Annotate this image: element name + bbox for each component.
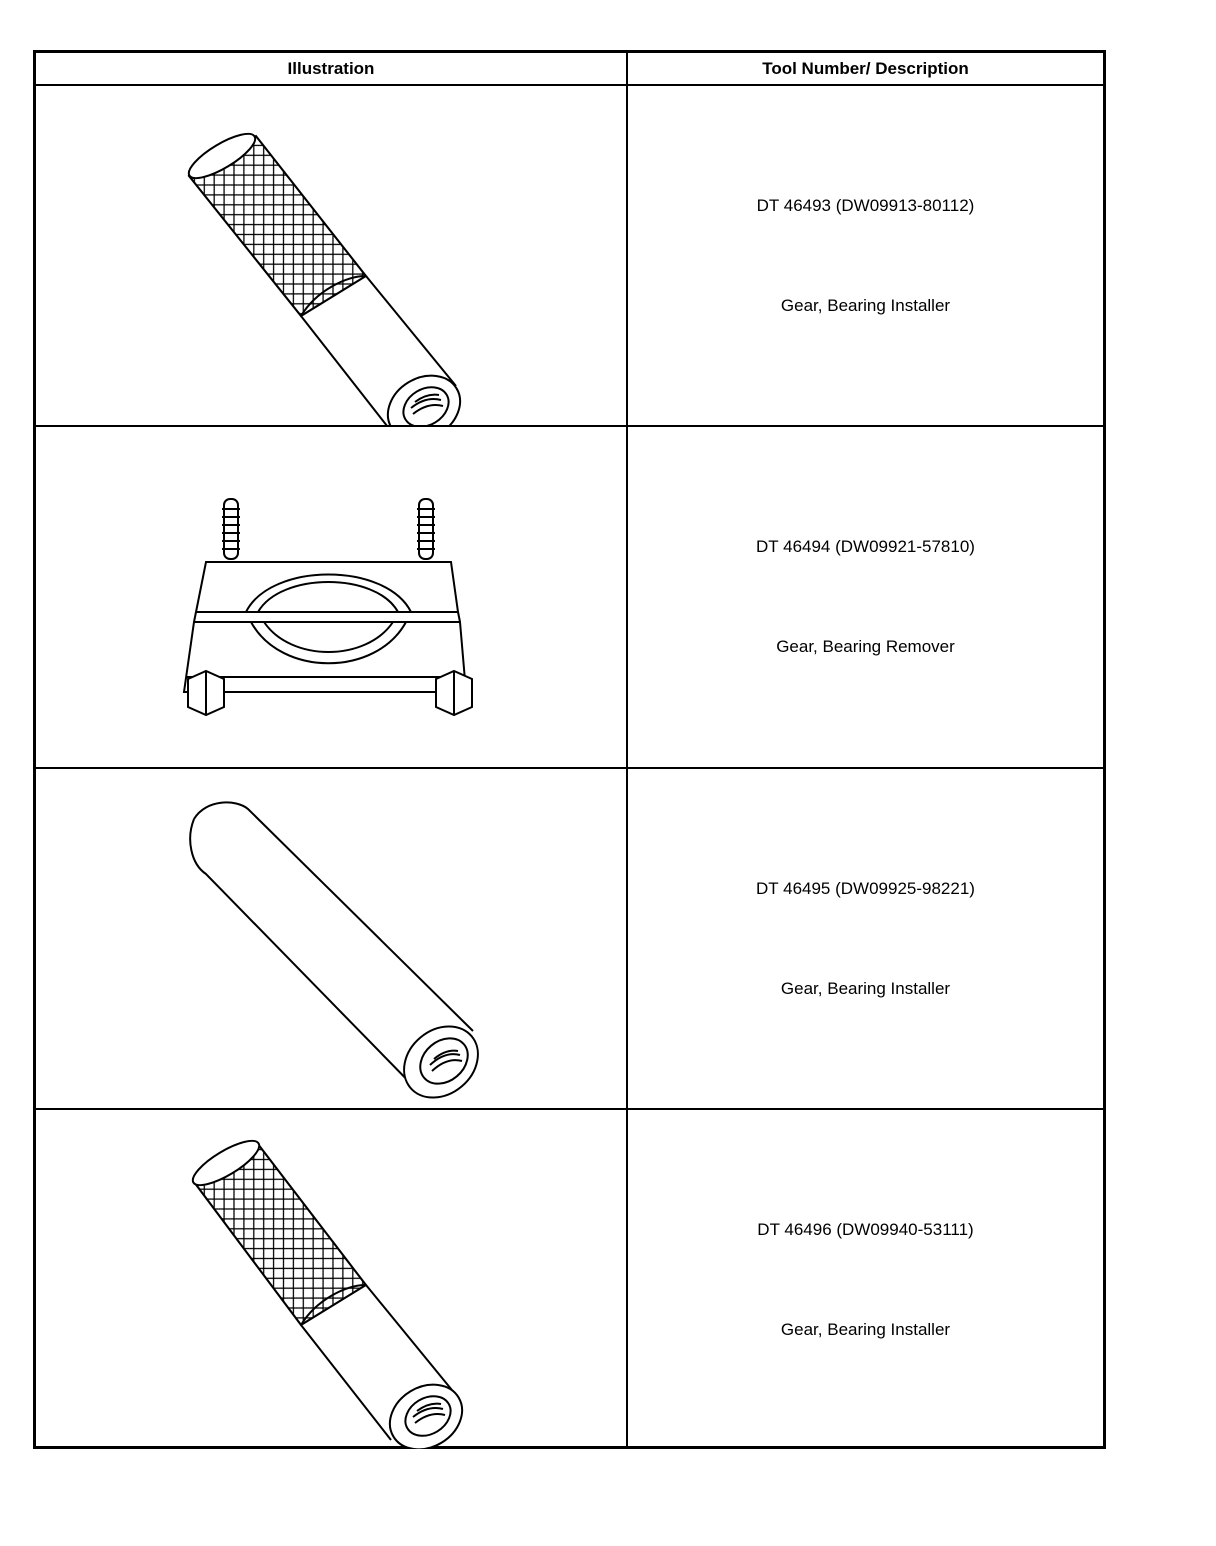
plain-installer-tube-icon — [36, 769, 626, 1108]
description-cell — [628, 1110, 1103, 1449]
table-header-row — [36, 53, 1103, 86]
illustration-cell — [36, 86, 626, 425]
tool-number: DT 46493 (DW09913-80112) — [756, 196, 975, 215]
knurled-installer-icon — [36, 86, 626, 425]
description-cell — [628, 769, 1103, 1108]
tool-number: DT 46495 (DW09925-98221) — [756, 879, 975, 898]
tool-description: Gear, Bearing Installer — [780, 296, 951, 315]
table-row — [36, 427, 1103, 769]
tool-description: Gear, Bearing Remover — [776, 637, 955, 656]
description-cell — [628, 427, 1103, 767]
knurled-installer-icon — [36, 1110, 626, 1449]
tool-description: Gear, Bearing Installer — [780, 979, 951, 998]
description-cell — [628, 86, 1103, 425]
tool-description: Gear, Bearing Installer — [780, 1320, 951, 1339]
illustration-cell — [36, 1110, 626, 1449]
header-illustration: Illustration — [287, 59, 375, 78]
split-bearing-remover-icon — [36, 427, 626, 767]
table-row — [36, 86, 1103, 427]
tool-number: DT 46496 (DW09940-53111) — [757, 1220, 974, 1239]
table-row — [36, 1110, 1103, 1449]
tool-number: DT 46494 (DW09921-57810) — [756, 537, 975, 556]
illustration-cell — [36, 769, 626, 1108]
header-tool-number-description: Tool Number/ Description — [762, 59, 969, 78]
tool-table — [33, 50, 1106, 1449]
illustration-cell — [36, 427, 626, 767]
table-row — [36, 769, 1103, 1110]
